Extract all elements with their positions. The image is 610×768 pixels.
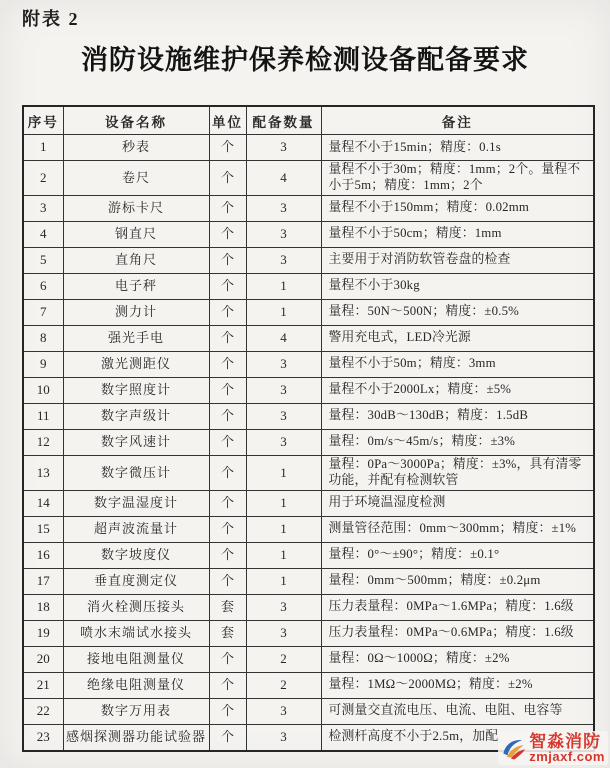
row-number-cell: 2 (23, 161, 63, 196)
watermark-text (529, 733, 605, 763)
unit-cell: 个 (209, 646, 246, 672)
quantity-cell: 2 (246, 646, 321, 672)
remark-cell: 量程：0Pa～3000Pa；精度：±3%，具有清零功能，并配有检测软管 (321, 455, 594, 490)
remark-cell: 量程：0Ω～1000Ω；精度：±2% (321, 646, 594, 672)
row-number-cell: 20 (23, 646, 63, 672)
table-row (23, 490, 594, 516)
row-number-cell: 1 (23, 135, 63, 161)
quantity-cell: 1 (246, 542, 321, 568)
quantity-cell: 1 (246, 516, 321, 542)
table-row (23, 403, 594, 429)
equipment-name-cell: 数字声级计 (63, 403, 209, 429)
equipment-name-cell: 接地电阻测量仪 (63, 646, 209, 672)
row-number-cell: 18 (23, 594, 63, 620)
row-number-cell: 17 (23, 568, 63, 594)
quantity-cell: 1 (246, 299, 321, 325)
row-number-cell: 19 (23, 620, 63, 646)
equipment-name-cell: 消火栓测压接头 (63, 594, 209, 620)
remark-cell: 压力表量程：0MPa～0.6MPa；精度：1.6级 (321, 620, 594, 646)
quantity-cell: 3 (246, 594, 321, 620)
row-number-cell: 11 (23, 403, 63, 429)
remark-cell: 压力表量程：0MPa～1.6MPa；精度：1.6级 (321, 594, 594, 620)
row-number-cell: 12 (23, 429, 63, 455)
quantity-cell: 3 (246, 221, 321, 247)
row-number-cell: 5 (23, 247, 63, 273)
column-header-4: 备注 (321, 106, 594, 135)
equipment-name-cell: 数字风速计 (63, 429, 209, 455)
unit-cell: 个 (209, 221, 246, 247)
remark-cell: 量程：0mm～500mm；精度：±0.2μm (321, 568, 594, 594)
quantity-cell: 3 (246, 195, 321, 221)
unit-cell: 个 (209, 351, 246, 377)
quantity-cell: 1 (246, 273, 321, 299)
quantity-cell: 3 (246, 403, 321, 429)
unit-cell: 个 (209, 516, 246, 542)
table-row (23, 594, 594, 620)
equipment-name-cell: 数字坡度仪 (63, 542, 209, 568)
table-row (23, 620, 594, 646)
row-number-cell: 6 (23, 273, 63, 299)
table-row (23, 273, 594, 299)
equipment-name-cell: 数字照度计 (63, 377, 209, 403)
unit-cell: 个 (209, 490, 246, 516)
table-row (23, 221, 594, 247)
equipment-name-cell: 钢直尺 (63, 221, 209, 247)
unit-cell: 个 (209, 568, 246, 594)
equipment-table (22, 105, 595, 752)
quantity-cell: 4 (246, 325, 321, 351)
remark-cell: 量程不小于2000Lx；精度：±5% (321, 377, 594, 403)
unit-cell: 个 (209, 724, 246, 751)
remark-cell: 主要用于对消防软管卷盘的检查 (321, 247, 594, 273)
table-row (23, 429, 594, 455)
unit-cell: 个 (209, 403, 246, 429)
equipment-name-cell: 强光手电 (63, 325, 209, 351)
equipment-name-cell: 喷水末端试水接头 (63, 620, 209, 646)
remark-cell: 量程不小于15min；精度：0.1s (321, 135, 594, 161)
unit-cell: 个 (209, 455, 246, 490)
row-number-cell: 4 (23, 221, 63, 247)
row-number-cell: 21 (23, 672, 63, 698)
equipment-name-cell: 电子秤 (63, 273, 209, 299)
unit-cell: 个 (209, 161, 246, 196)
unit-cell: 套 (209, 594, 246, 620)
unit-cell: 个 (209, 325, 246, 351)
table-body (23, 135, 594, 751)
quantity-cell: 1 (246, 455, 321, 490)
page-title: 消防设施维护保养检测设备配备要求 (81, 45, 529, 75)
unit-cell: 个 (209, 273, 246, 299)
remark-cell: 量程不小于150mm；精度：0.02mm (321, 195, 594, 221)
header-row (23, 106, 594, 135)
equipment-name-cell: 垂直度测定仪 (63, 568, 209, 594)
unit-cell: 个 (209, 542, 246, 568)
equipment-name-cell: 游标卡尺 (63, 195, 209, 221)
table-row (23, 325, 594, 351)
equipment-name-cell: 激光测距仪 (63, 351, 209, 377)
remark-cell: 量程：0m/s～45m/s；精度：±3% (321, 429, 594, 455)
row-number-cell: 10 (23, 377, 63, 403)
remark-cell: 用于环境温湿度检测 (321, 490, 594, 516)
table-header (23, 106, 594, 135)
table-row (23, 568, 594, 594)
row-number-cell: 13 (23, 455, 63, 490)
row-number-cell: 8 (23, 325, 63, 351)
remark-cell: 可测量交直流电压、电流、电阻、电容等 (321, 698, 594, 724)
remark-cell: 量程：0°～±90°；精度：±0.1° (321, 542, 594, 568)
remark-cell: 量程：30dB～130dB；精度：1.5dB (321, 403, 594, 429)
equipment-name-cell: 数字微压计 (63, 455, 209, 490)
unit-cell: 个 (209, 429, 246, 455)
unit-cell: 个 (209, 135, 246, 161)
table-row (23, 672, 594, 698)
attachment-label: 附表 2 (22, 9, 80, 29)
equipment-name-cell: 超声波流量计 (63, 516, 209, 542)
watermark-brand: 智淼消防 (529, 732, 602, 751)
watermark-site: zmjaxf.com (529, 749, 605, 764)
row-number-cell: 16 (23, 542, 63, 568)
remark-cell: 量程不小于30kg (321, 273, 594, 299)
quantity-cell: 3 (246, 135, 321, 161)
table-row (23, 516, 594, 542)
table-row (23, 247, 594, 273)
table-row (23, 698, 594, 724)
row-number-cell: 7 (23, 299, 63, 325)
quantity-cell: 3 (246, 620, 321, 646)
row-number-cell: 22 (23, 698, 63, 724)
row-number-cell: 9 (23, 351, 63, 377)
equipment-name-cell: 卷尺 (63, 161, 209, 196)
unit-cell: 个 (209, 377, 246, 403)
table-row (23, 377, 594, 403)
unit-cell: 套 (209, 620, 246, 646)
row-number-cell: 15 (23, 516, 63, 542)
quantity-cell: 1 (246, 568, 321, 594)
equipment-name-cell: 感烟探测器功能试验器 (63, 724, 209, 751)
unit-cell: 个 (209, 672, 246, 698)
table-row (23, 455, 594, 490)
watermark-logo-icon (500, 735, 527, 762)
row-number-cell: 23 (23, 724, 63, 751)
column-header-2: 单位 (209, 106, 246, 135)
table-row (23, 646, 594, 672)
remark-cell: 检测杆高度不小于2.5m，加配 (321, 724, 594, 751)
equipment-name-cell: 绝缘电阻测量仪 (63, 672, 209, 698)
remark-cell: 量程：50N～500N；精度：±0.5% (321, 299, 594, 325)
column-header-0: 序号 (23, 106, 63, 135)
column-header-1: 设备名称 (63, 106, 209, 135)
unit-cell: 个 (209, 195, 246, 221)
quantity-cell: 3 (246, 377, 321, 403)
row-number-cell: 3 (23, 195, 63, 221)
unit-cell: 个 (209, 698, 246, 724)
column-header-3: 配备数量 (246, 106, 321, 135)
quantity-cell: 1 (246, 490, 321, 516)
equipment-name-cell: 数字温湿度计 (63, 490, 209, 516)
quantity-cell: 3 (246, 698, 321, 724)
remark-cell: 量程不小于30m；精度：1mm；2个。量程不小于5m；精度：1mm；2个 (321, 161, 594, 196)
remark-cell: 量程：1MΩ～2000MΩ；精度：±2% (321, 672, 594, 698)
row-number-cell: 14 (23, 490, 63, 516)
equipment-name-cell: 直角尺 (63, 247, 209, 273)
quantity-cell: 3 (246, 429, 321, 455)
table-row (23, 161, 594, 196)
table-row (23, 135, 594, 161)
remark-cell: 量程不小于50m；精度：3mm (321, 351, 594, 377)
quantity-cell: 3 (246, 351, 321, 377)
unit-cell: 个 (209, 247, 246, 273)
remark-cell: 警用充电式，LED冷光源 (321, 325, 594, 351)
watermark (498, 731, 608, 765)
equipment-name-cell: 测力计 (63, 299, 209, 325)
table-row (23, 351, 594, 377)
remark-cell: 量程不小于50cm；精度：1mm (321, 221, 594, 247)
table-row (23, 542, 594, 568)
table-row (23, 195, 594, 221)
quantity-cell: 3 (246, 247, 321, 273)
remark-cell: 测量管径范围：0mm～300mm；精度：±1% (321, 516, 594, 542)
equipment-name-cell: 数字万用表 (63, 698, 209, 724)
quantity-cell: 2 (246, 672, 321, 698)
table-row (23, 299, 594, 325)
quantity-cell: 4 (246, 161, 321, 196)
quantity-cell: 3 (246, 724, 321, 751)
unit-cell: 个 (209, 299, 246, 325)
equipment-name-cell: 秒表 (63, 135, 209, 161)
